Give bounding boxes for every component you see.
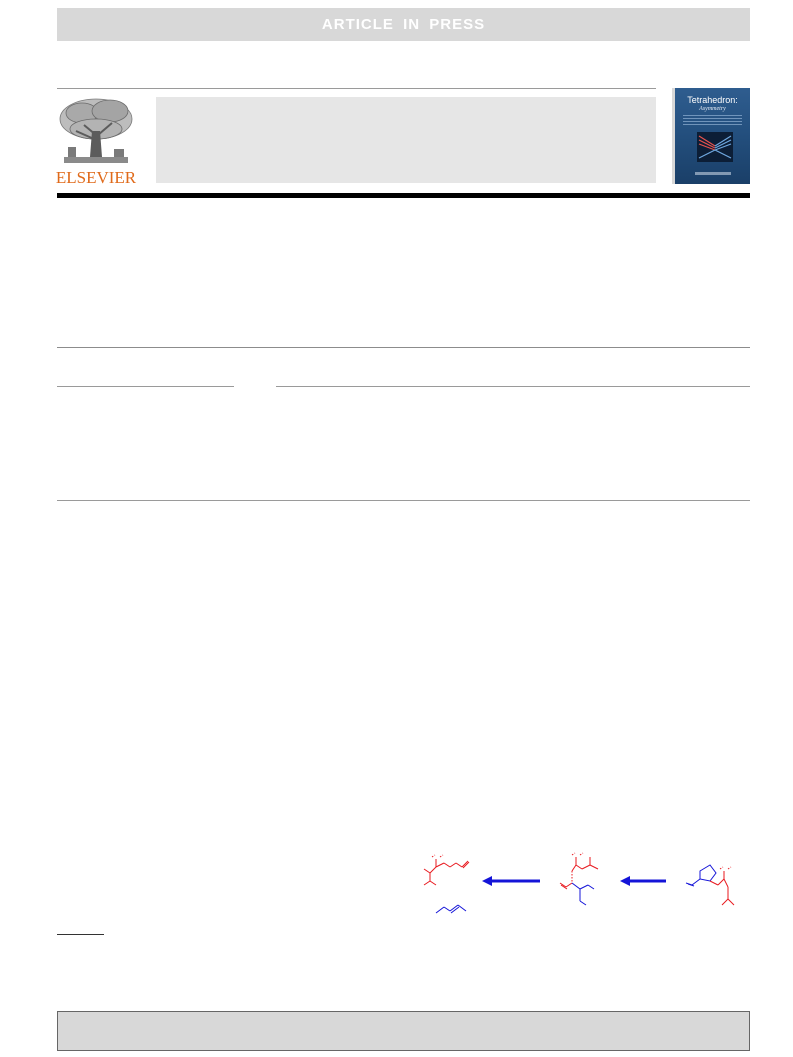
- cover-artwork-icon: [697, 132, 733, 162]
- molecule-starting-material: [686, 865, 734, 905]
- article-info-divider: [57, 386, 234, 387]
- cover-title: Tetrahedron:: [687, 95, 738, 105]
- abstract-end-divider: [57, 500, 750, 501]
- publisher-wordmark: ELSEVIER: [55, 168, 137, 187]
- header-divider-thick: [57, 193, 750, 198]
- cover-footer-line: [695, 172, 731, 175]
- molecule-intermediate: [560, 853, 598, 905]
- cover-subtitle: Asymmetry: [699, 106, 726, 112]
- publisher-logo: [54, 95, 138, 187]
- journal-cover: [675, 88, 750, 184]
- elsevier-tree-icon: [54, 95, 138, 169]
- header-divider-thin: [57, 88, 656, 89]
- cover-text-lines: [683, 115, 742, 125]
- retrosynthesis-scheme: [410, 845, 750, 925]
- citation-footer-box: [57, 1011, 750, 1051]
- retrosynthesis-arrow-icon: [482, 876, 540, 886]
- footnote-rule: [57, 934, 104, 935]
- molecule-product: [424, 855, 469, 913]
- journal-masthead: [156, 97, 656, 183]
- abstract-divider: [276, 386, 750, 387]
- retrosynthesis-arrow-icon-2: [620, 876, 666, 886]
- article-in-press-banner: [57, 8, 750, 41]
- title-divider: [57, 347, 750, 348]
- banner-text: ARTICLE IN PRESS: [321, 16, 486, 33]
